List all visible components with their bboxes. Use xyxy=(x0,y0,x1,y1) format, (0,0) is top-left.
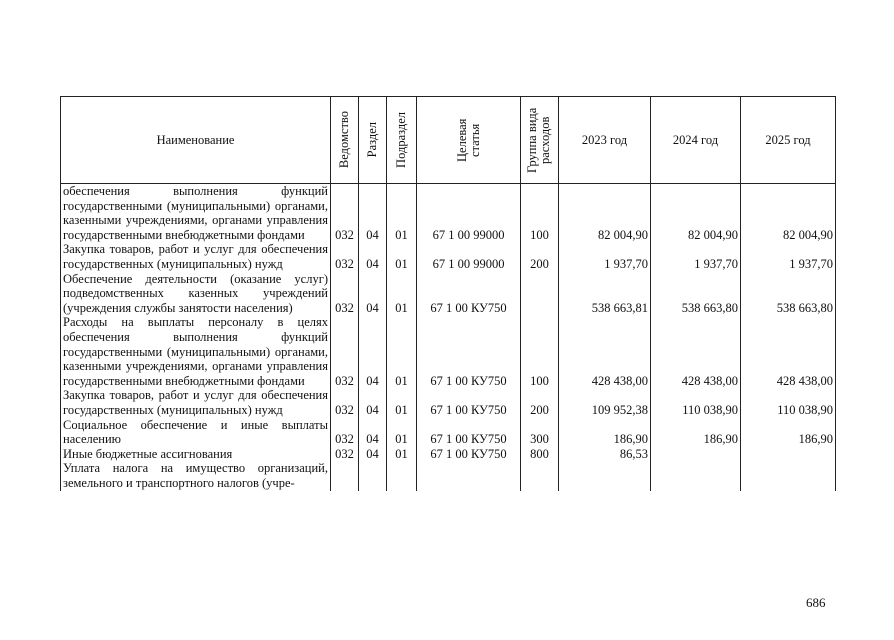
cell-vedomstvo: 032 xyxy=(331,418,359,447)
table-row xyxy=(61,461,836,491)
cell-razdel: 04 xyxy=(359,447,387,462)
cell-podrazdel: 01 xyxy=(387,388,417,417)
header-razdel: Раздел xyxy=(359,97,387,184)
cell-celevaya: 67 1 00 99000 xyxy=(417,242,521,271)
cell-2023: 428 438,00 xyxy=(559,315,651,388)
cell-2025: 538 663,80 xyxy=(741,272,836,316)
cell-vedomstvo xyxy=(331,461,359,491)
cell-podrazdel: 01 xyxy=(387,315,417,388)
cell-podrazdel: 01 xyxy=(387,418,417,447)
cell-razdel: 04 xyxy=(359,388,387,417)
header-vedomstvo: Ведомство xyxy=(331,97,359,184)
cell-2024: 110 038,90 xyxy=(651,388,741,417)
table-body xyxy=(61,184,836,492)
table-row xyxy=(61,447,836,462)
cell-celevaya: 67 1 00 КУ750 xyxy=(417,272,521,316)
cell-name: Иные бюджетные ассигнования xyxy=(61,447,331,462)
header-gruppa: Группа вида расходов xyxy=(521,97,559,184)
cell-2025 xyxy=(741,447,836,462)
cell-vedomstvo: 032 xyxy=(331,447,359,462)
cell-2024: 82 004,90 xyxy=(651,184,741,243)
cell-2023: 1 937,70 xyxy=(559,242,651,271)
cell-celevaya: 67 1 00 99000 xyxy=(417,184,521,243)
cell-gruppa xyxy=(521,272,559,316)
cell-razdel: 04 xyxy=(359,272,387,316)
cell-name: обеспечения выполнения функций государственными (муниципальными) органами, казенными учреждениями, органами управления государственными внебюджетными фондами xyxy=(61,184,331,243)
cell-podrazdel: 01 xyxy=(387,242,417,271)
cell-gruppa: 100 xyxy=(521,315,559,388)
cell-gruppa: 100 xyxy=(521,184,559,243)
cell-name: Обеспечение деятельности (оказание услуг) подведомственных казенных учреждений (учреждения службы занятости населения) xyxy=(61,272,331,316)
cell-vedomstvo: 032 xyxy=(331,242,359,271)
cell-razdel xyxy=(359,461,387,491)
header-2025: 2025 год xyxy=(741,97,836,184)
cell-razdel: 04 xyxy=(359,242,387,271)
table-row xyxy=(61,242,836,271)
cell-vedomstvo: 032 xyxy=(331,184,359,243)
table-row xyxy=(61,388,836,417)
cell-2024 xyxy=(651,447,741,462)
table-row xyxy=(61,272,836,316)
cell-2024: 186,90 xyxy=(651,418,741,447)
table-row xyxy=(61,184,836,243)
cell-celevaya xyxy=(417,461,521,491)
cell-gruppa: 800 xyxy=(521,447,559,462)
cell-razdel: 04 xyxy=(359,184,387,243)
cell-2025: 1 937,70 xyxy=(741,242,836,271)
cell-name: Уплата налога на имущество организаций, земельного и транспортного налогов (учре- xyxy=(61,461,331,491)
header-2023: 2023 год xyxy=(559,97,651,184)
cell-gruppa: 200 xyxy=(521,388,559,417)
cell-2024 xyxy=(651,461,741,491)
cell-2025: 428 438,00 xyxy=(741,315,836,388)
cell-razdel: 04 xyxy=(359,315,387,388)
cell-2023: 82 004,90 xyxy=(559,184,651,243)
cell-2024: 1 937,70 xyxy=(651,242,741,271)
cell-name: Социальное обеспечение и иные выплаты населению xyxy=(61,418,331,447)
cell-2025: 186,90 xyxy=(741,418,836,447)
cell-podrazdel xyxy=(387,461,417,491)
header-name: Наименование xyxy=(61,97,331,184)
cell-podrazdel: 01 xyxy=(387,447,417,462)
cell-2023: 109 952,38 xyxy=(559,388,651,417)
cell-name: Закупка товаров, работ и услуг для обеспечения государственных (муниципальных) нужд xyxy=(61,388,331,417)
page-number: 686 xyxy=(806,595,826,610)
cell-2023: 186,90 xyxy=(559,418,651,447)
cell-2024: 538 663,80 xyxy=(651,272,741,316)
cell-name: Расходы на выплаты персоналу в целях обеспечения выполнения функций государственными (муниципальными) органами, казенными учреждениями, органами управления государственными внебюджетными фондами xyxy=(61,315,331,388)
cell-2023: 538 663,81 xyxy=(559,272,651,316)
cell-celevaya: 67 1 00 КУ750 xyxy=(417,418,521,447)
cell-2025: 110 038,90 xyxy=(741,388,836,417)
cell-podrazdel: 01 xyxy=(387,184,417,243)
cell-name: Закупка товаров, работ и услуг для обеспечения государственных (муниципальных) нужд xyxy=(61,242,331,271)
table-header-row xyxy=(61,97,836,184)
cell-gruppa xyxy=(521,461,559,491)
header-2024: 2024 год xyxy=(651,97,741,184)
cell-2025 xyxy=(741,461,836,491)
table-row xyxy=(61,418,836,447)
cell-celevaya: 67 1 00 КУ750 xyxy=(417,315,521,388)
cell-2025: 82 004,90 xyxy=(741,184,836,243)
cell-2023 xyxy=(559,461,651,491)
cell-vedomstvo: 032 xyxy=(331,315,359,388)
cell-gruppa: 300 xyxy=(521,418,559,447)
header-podrazdel: Подраздел xyxy=(387,97,417,184)
budget-table xyxy=(60,96,836,491)
header-celevaya: Целевая статья xyxy=(417,97,521,184)
table-row xyxy=(61,315,836,388)
cell-gruppa: 200 xyxy=(521,242,559,271)
cell-celevaya: 67 1 00 КУ750 xyxy=(417,388,521,417)
cell-razdel: 04 xyxy=(359,418,387,447)
cell-celevaya: 67 1 00 КУ750 xyxy=(417,447,521,462)
cell-vedomstvo: 032 xyxy=(331,272,359,316)
cell-2024: 428 438,00 xyxy=(651,315,741,388)
cell-vedomstvo: 032 xyxy=(331,388,359,417)
cell-2023: 86,53 xyxy=(559,447,651,462)
cell-podrazdel: 01 xyxy=(387,272,417,316)
